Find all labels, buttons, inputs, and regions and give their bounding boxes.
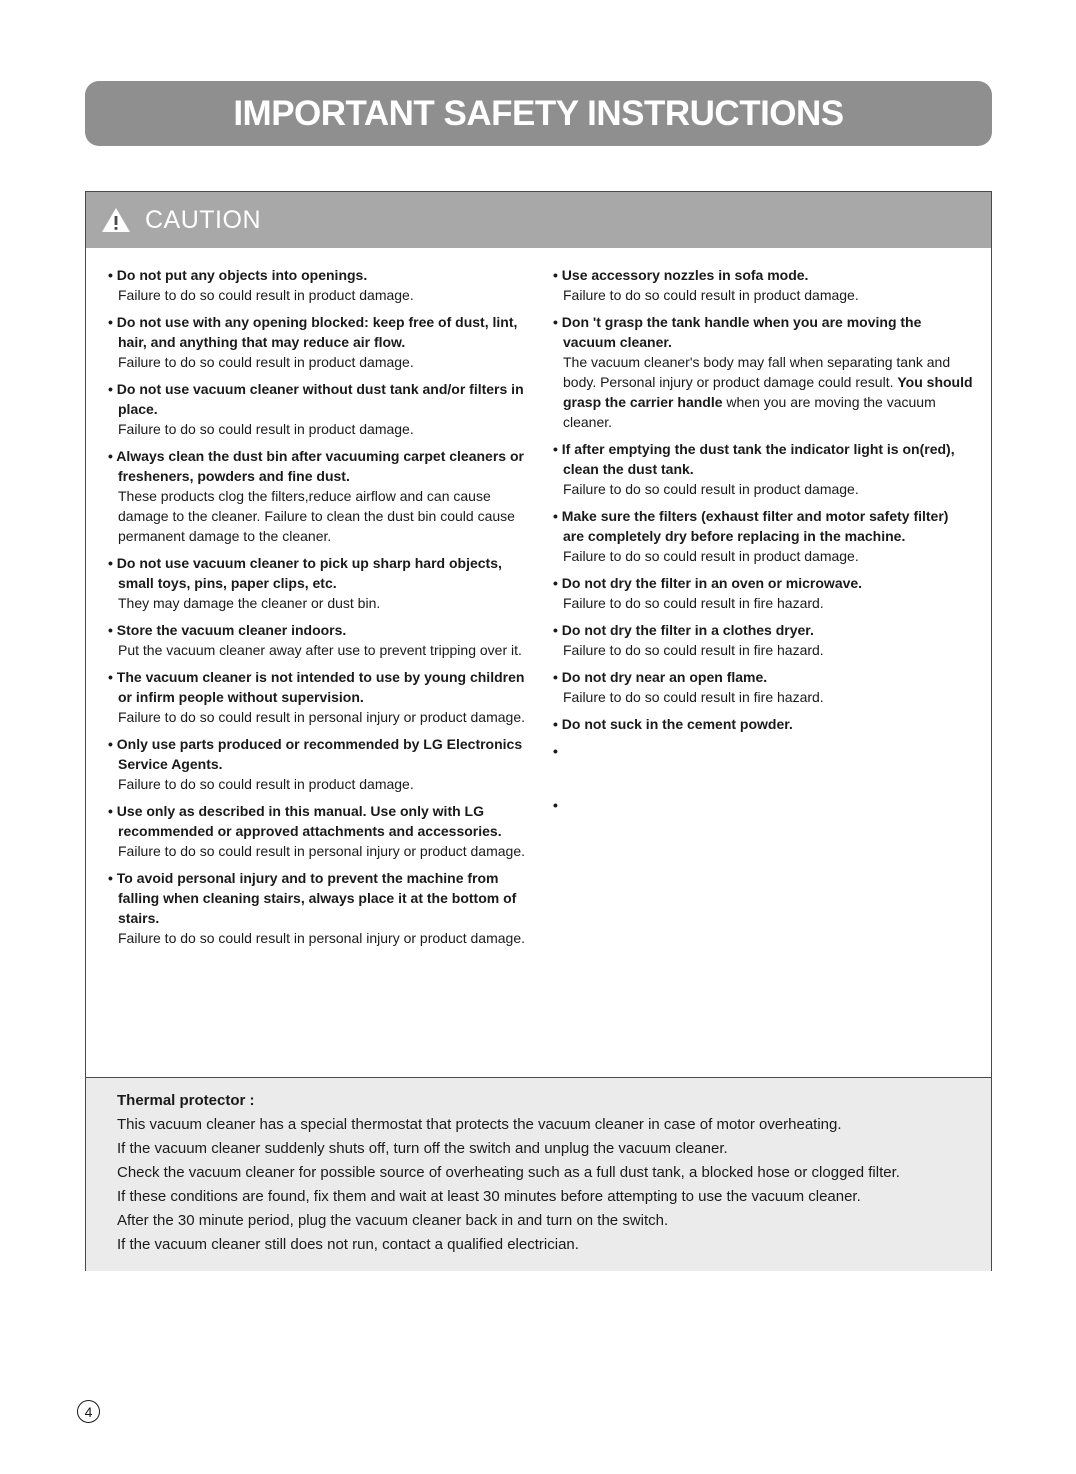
- item-heading: • Use accessory nozzles in sofa mode.: [553, 267, 809, 283]
- list-item: [553, 741, 973, 788]
- item-heading: • Do not use vacuum cleaner to pick up sharp hard objects, small toys, pins, paper clips, etc.: [108, 555, 502, 591]
- item-detail: Failure to do so could result in personal injury or product damage.: [118, 709, 525, 725]
- caution-left-column: [108, 265, 528, 955]
- item-heading: • To avoid personal injury and to prevent the machine from falling when cleaning stairs, always place it at the bottom of stairs.: [108, 870, 517, 926]
- item-detail: These products clog the filters,reduce airflow and can cause damage to the cleaner. Failure to clean the dust bin could cause permanent damage to the cleaner.: [118, 488, 515, 544]
- item-detail: Failure to do so could result in personal injury or product damage.: [118, 930, 525, 946]
- item-heading: • Do not dry near an open flame.: [553, 669, 768, 685]
- caution-right-column: [553, 265, 973, 849]
- thermal-protector-section: [86, 1077, 991, 1271]
- list-item: [553, 620, 973, 660]
- item-detail-bold: You should grasp the carrier handle: [563, 374, 973, 410]
- thermal-line: If the vacuum cleaner still does not run, contact a qualified electrician.: [117, 1236, 579, 1253]
- item-detail: Failure to do so could result in product damage.: [118, 354, 414, 370]
- thermal-line: This vacuum cleaner has a special thermostat that protects the vacuum cleaner in case of motor overheating.: [117, 1116, 842, 1133]
- item-detail: Failure to do so could result in product damage.: [118, 287, 414, 303]
- item-detail-text: The vacuum cleaner's body may fall when separating tank and body. Personal injury or product damage could result.: [563, 354, 951, 390]
- list-item: [553, 439, 973, 499]
- item-detail: Failure to do so could result in product damage.: [563, 287, 859, 303]
- caution-section: [85, 191, 992, 1271]
- list-item: [553, 506, 973, 566]
- thermal-line: After the 30 minute period, plug the vacuum cleaner back in and turn on the switch.: [117, 1212, 669, 1229]
- caution-header: [86, 192, 991, 248]
- item-detail-tail: when you are moving the vacuum cleaner.: [563, 394, 936, 430]
- item-detail: Failure to do so could result in fire hazard.: [563, 689, 824, 705]
- item-detail: Failure to do so could result in personal injury or product damage.: [118, 843, 525, 859]
- item-detail: Failure to do so could result in fire hazard.: [563, 642, 824, 658]
- item-detail: Failure to do so could result in product damage.: [118, 776, 414, 792]
- page-title: IMPORTANT SAFETY INSTRUCTIONS: [233, 93, 844, 133]
- item-heading: • If after emptying the dust tank the indicator light is on(red), clean the dust tank.: [553, 441, 955, 477]
- list-item: [108, 312, 528, 372]
- item-detail: Failure to do so could result in product damage.: [563, 548, 859, 564]
- item-heading: • The vacuum cleaner is not intended to use by young children or infirm people without supervision.: [108, 669, 525, 705]
- thermal-line: If the vacuum cleaner suddenly shuts off, turn off the switch and unplug the vacuum cleaner.: [117, 1140, 728, 1157]
- item-heading: • Do not dry the filter in a clothes dryer.: [553, 622, 814, 638]
- item-heading: • Always clean the dust bin after vacuuming carpet cleaners or fresheners, powders and fine dust.: [108, 448, 524, 484]
- warning-triangle-icon: [101, 207, 131, 233]
- thermal-title: Thermal protector :: [117, 1092, 255, 1109]
- list-item: [108, 734, 528, 794]
- item-bullet: •: [553, 743, 558, 759]
- item-heading: • Don 't grasp the tank handle when you are moving the vacuum cleaner.: [553, 314, 922, 350]
- item-heading: • Make sure the filters (exhaust filter and motor safety filter) are completely dry before replacing in the machine.: [553, 508, 949, 544]
- item-heading: • Do not suck in the cement powder.: [553, 716, 793, 732]
- list-item: [553, 714, 973, 734]
- item-heading: • Use only as described in this manual. Use only with LG recommended or approved attachments and accessories.: [108, 803, 502, 839]
- list-item: [108, 379, 528, 439]
- item-heading: • Do not put any objects into openings.: [108, 267, 368, 283]
- page-number: 4: [77, 1400, 100, 1423]
- item-heading: • Only use parts produced or recommended by LG Electronics Service Agents.: [108, 736, 523, 772]
- item-bullet: •: [553, 797, 558, 813]
- list-item: [553, 573, 973, 613]
- thermal-line: Check the vacuum cleaner for possible source of overheating such as a full dust tank, a blocked hose or clogged filter.: [117, 1164, 900, 1181]
- item-detail: Failure to do so could result in product damage.: [118, 421, 414, 437]
- list-item: [108, 868, 528, 948]
- item-heading: • Store the vacuum cleaner indoors.: [108, 622, 347, 638]
- list-item: [108, 446, 528, 546]
- list-item: [108, 801, 528, 861]
- item-detail: They may damage the cleaner or dust bin.: [118, 595, 381, 611]
- list-item: [553, 265, 973, 305]
- list-item: [553, 667, 973, 707]
- caution-label: CAUTION: [145, 205, 261, 234]
- thermal-line: If these conditions are found, fix them and wait at least 30 minutes before attempting to use the vacuum cleaner.: [117, 1188, 861, 1205]
- title-banner: [85, 81, 992, 146]
- item-heading: • Do not use vacuum cleaner without dust tank and/or filters in place.: [108, 381, 524, 417]
- list-item: [108, 667, 528, 727]
- item-detail: [553, 352, 973, 432]
- list-item: [108, 620, 528, 660]
- list-item: [553, 795, 973, 842]
- item-detail: Failure to do so could result in fire hazard.: [563, 595, 824, 611]
- item-heading: • Do not use with any opening blocked: keep free of dust, lint, hair, and anything that may reduce air flow.: [108, 314, 518, 350]
- list-item: [108, 265, 528, 305]
- item-detail: Failure to do so could result in product damage.: [563, 481, 859, 497]
- item-detail: Put the vacuum cleaner away after use to prevent tripping over it.: [118, 642, 522, 658]
- list-item: [108, 553, 528, 613]
- item-heading: • Do not dry the filter in an oven or microwave.: [553, 575, 863, 591]
- list-item: [553, 312, 973, 432]
